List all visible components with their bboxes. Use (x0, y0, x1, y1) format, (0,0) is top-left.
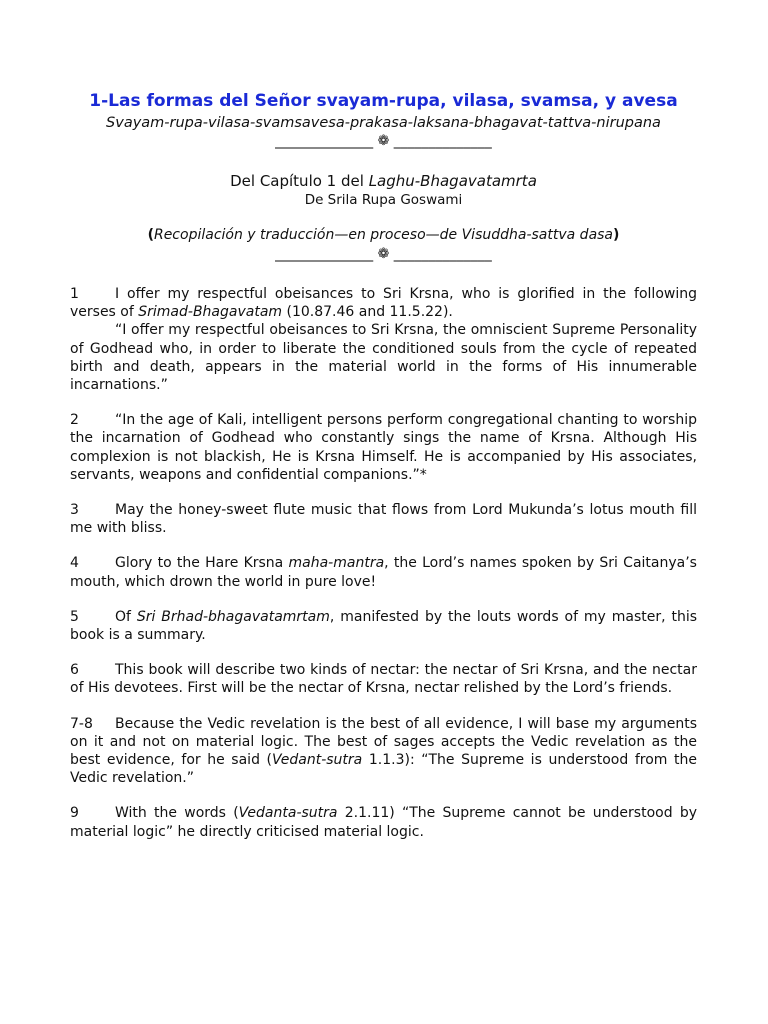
verse-italic: Vedanta-sutra (238, 805, 338, 822)
verse-number: 2 (70, 412, 79, 429)
compilation-paren-close: ) (613, 227, 620, 243)
page-title: 1-Las formas del Señor svayam-rupa, vilasa, svamsa, y avesa (89, 91, 678, 111)
ornament-divider: ______________ ❁ ______________ (275, 133, 492, 149)
verse-number: 5 (70, 608, 79, 625)
verse-6 (70, 661, 697, 697)
verse-text: , manifested by the louts words of my master, this book is a summary. (70, 608, 697, 644)
verse-number: 1 (70, 286, 79, 302)
verse-text: , the Lord’s names spoken by Sri Caitanya’s mouth, which drown the world in pure love! (70, 555, 697, 590)
verse-list (70, 285, 697, 841)
verse-text: With the words ( (115, 805, 239, 822)
page-subtitle: Svayam-rupa-vilasa-svamsavesa-prakasa-laksana-bhagavat-tattva-nirupana (106, 115, 661, 131)
ornament-divider-2: ______________ ❁ ______________ (275, 246, 492, 262)
verse-italic: Srimad-Bhagavatam (138, 304, 283, 321)
document-page (70, 90, 697, 858)
verse-number: 6 (70, 662, 79, 679)
verse-number: 7-8 (70, 715, 93, 732)
verse-number: 9 (70, 805, 79, 822)
verse-3 (70, 501, 697, 537)
chapter-prefix: Del Capítulo 1 del (230, 172, 369, 190)
verse-text: 2.1.11) “The Supreme cannot be understood by material logic” he directly criticised material logic. (70, 805, 698, 840)
verse-2 (70, 411, 697, 484)
verse-italic: maha-mantra (288, 555, 385, 572)
chapter-heading (70, 171, 697, 191)
compilation-text: Recopilación y traducción—en proceso—de Visuddha-sattva dasa (153, 227, 614, 243)
chapter-book-title: Laghu-Bhagavatamrta (368, 172, 537, 190)
compilation-paren-open: ( (147, 227, 154, 243)
verse-text: May the honey-sweet flute music that flows from Lord Mukunda’s lotus mouth fill me with bliss. (70, 502, 697, 537)
verse-number: 4 (70, 555, 79, 572)
verse-text: I offer my respectful obeisances to Sri Krsna, who is glorified in the following verses of (70, 286, 697, 321)
verse-text: Of (115, 608, 137, 625)
verse-5 (70, 608, 697, 644)
verse-4 (70, 554, 697, 590)
verse-7-8 (70, 715, 697, 788)
verse-number: 3 (70, 502, 79, 519)
author-line: De Srila Rupa Goswami (304, 192, 463, 208)
verse-text: “In the age of Kali, intelligent persons perform congregational chanting to worship the incarnation of Godhead who constantly sings the name of Krsna. Although His complexion is not blackish, He is Krsna Himself. He is accompanied by His associates, servants, weapons and confidential companions.”* (70, 412, 697, 483)
verse-9 (70, 804, 697, 840)
verse-1 (70, 285, 697, 394)
verse-text: Glory to the Hare Krsna (115, 555, 289, 572)
compilation-note (70, 226, 697, 245)
verse-text: (10.87.46 and 11.5.22). (282, 304, 453, 321)
verse-text: This book will describe two kinds of nectar: the nectar of Sri Krsna, and the nectar of His devotees. First will be the nectar of Krsna, nectar relished by the Lord’s friends. (70, 662, 697, 697)
verse-text: 1.1.3): “The Supreme is understood from the Vedic revelation.” (70, 752, 697, 787)
verse-text: Because the Vedic revelation is the best of all evidence, I will base my arguments on it and not on material logic. The best of sages accepts the Vedic revelation as the best evidence, for he said ( (70, 715, 697, 769)
verse-italic: Vedant-sutra (272, 752, 363, 769)
verse-italic: Sri Brhad-bhagavatamrtam (136, 608, 330, 625)
verse-1-quote: “I offer my respectful obeisances to Sri Krsna, the omniscient Supreme Personality of Godhead who, in order to liberate the conditioned souls from the cycle of repeated birth and death, appears in the material world in the forms of His innumerable incarnations.” (70, 322, 697, 394)
